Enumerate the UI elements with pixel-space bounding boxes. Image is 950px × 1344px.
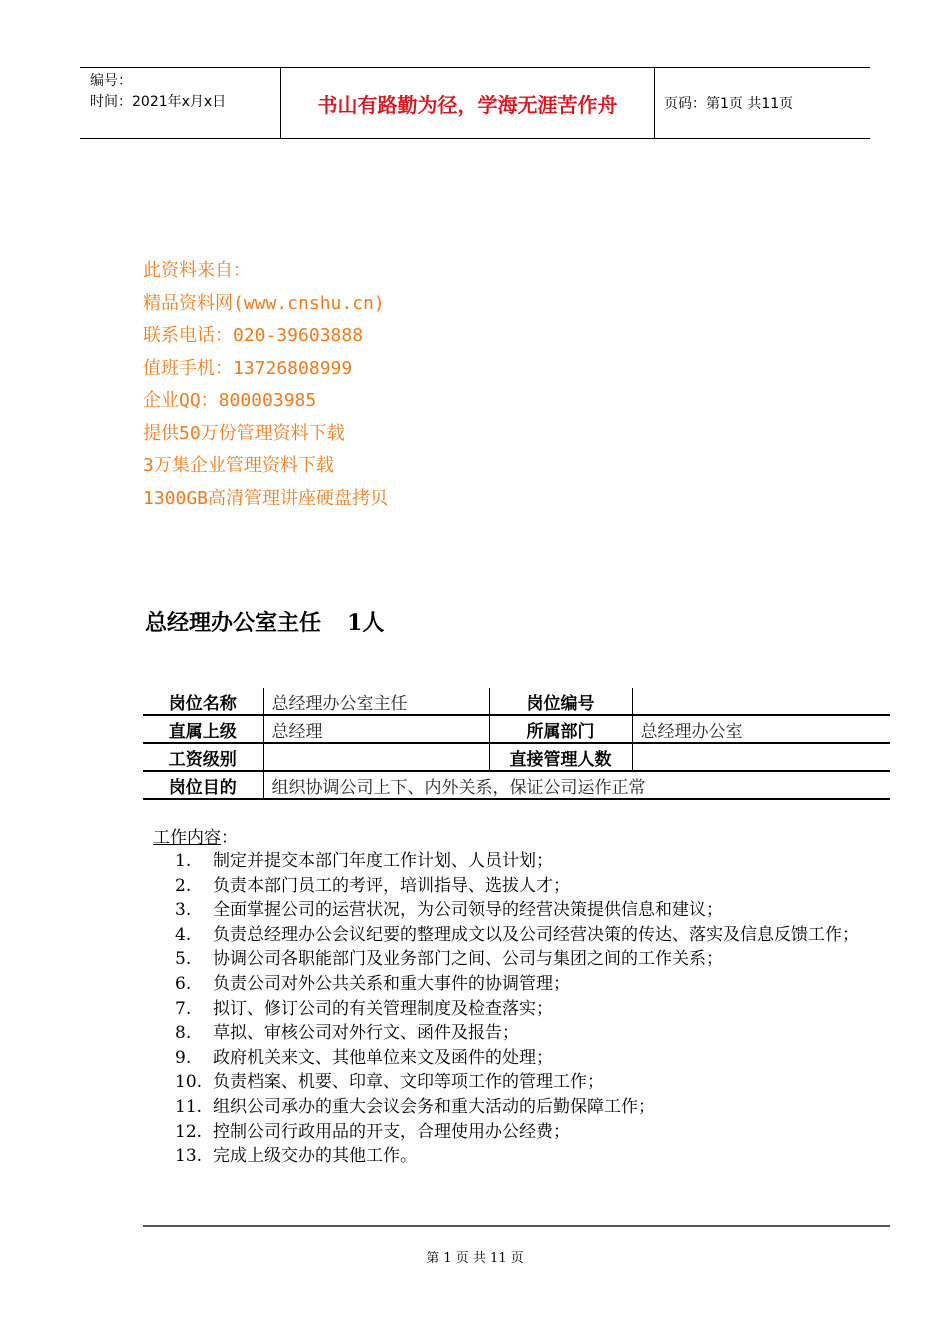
item-number: 2. [175, 875, 192, 896]
item-number: 8. [175, 1023, 192, 1044]
list-item [175, 1070, 890, 1095]
work-content-title: 工作内容 [153, 828, 221, 848]
table-label: 工资级别 [143, 743, 263, 771]
list-item [175, 997, 890, 1022]
footer-divider [143, 1225, 890, 1227]
list-item [175, 923, 890, 948]
item-text: 负责档案、机要、印章、文印等项工作的管理工作； [213, 1072, 604, 1093]
item-number: 5. [175, 949, 192, 970]
number-label: 编号： [90, 73, 132, 89]
table-value [632, 688, 890, 715]
table-label: 岗位编号 [489, 688, 632, 715]
job-info-table [143, 688, 890, 800]
header-page-info: 页码：第1页 共11页 [664, 96, 794, 112]
table-value: 总经理办公室主任 [263, 688, 489, 715]
list-item [175, 1095, 890, 1120]
table-row [143, 743, 890, 771]
table-label: 直接管理人数 [489, 743, 632, 771]
source-line: 1300GB高清管理讲座硬盘拷贝 [143, 487, 389, 509]
list-item [175, 1046, 890, 1071]
position-count: 1人 [347, 610, 385, 636]
table-value: 组织协调公司上下、内外关系，保证公司运作正常 [263, 771, 890, 799]
work-content-list [175, 849, 890, 1169]
item-number: 10. [175, 1072, 203, 1093]
source-line: 联系电话：020-39603888 [143, 325, 364, 346]
item-text: 组织公司承办的重大会议会务和重大活动的后勤保障工作； [213, 1096, 655, 1117]
list-item [175, 947, 890, 972]
table-row [143, 715, 890, 743]
table-value [263, 743, 489, 771]
table-value [632, 743, 890, 771]
header-divider [654, 68, 655, 138]
header-meta [80, 68, 280, 138]
item-text: 负责总经理办公会议纪要的整理成文以及公司经营决策的传达、落实及信息反馈工作； [213, 924, 859, 945]
footer-page-number: 第 1 页 共 11 页 [426, 1251, 524, 1266]
table-value: 总经理办公室 [632, 715, 890, 743]
list-item [175, 1021, 890, 1046]
time-label: 时间：2021年x月x日 [90, 94, 227, 110]
item-text: 制定并提交本部门年度工作计划、人员计划； [213, 851, 553, 871]
item-number: 7. [175, 998, 192, 1019]
source-line: 此资料来自： [143, 260, 251, 281]
item-text: 负责公司对外公共关系和重大事件的协调管理； [213, 973, 570, 994]
item-text: 草拟、审核公司对外行文、函件及报告； [213, 1023, 519, 1044]
work-content-heading [153, 823, 238, 848]
list-item [175, 874, 890, 899]
table-label: 直属上级 [143, 715, 263, 743]
item-number: 12. [175, 1121, 203, 1142]
table-label: 岗位目的 [143, 771, 263, 799]
item-text: 政府机关来文、其他单位来文及函件的处理； [213, 1047, 553, 1068]
list-item [175, 898, 890, 923]
header-motto: 书山有路勤为径，学海无涯苦作舟 [317, 92, 618, 117]
item-number: 9. [175, 1047, 192, 1068]
source-line: 精品资料网(www.cnshu.cn) [143, 292, 385, 314]
item-text: 控制公司行政用品的开支，合理使用办公经费； [213, 1121, 570, 1142]
item-number: 13. [175, 1146, 203, 1167]
work-content-colon: ： [221, 828, 238, 848]
item-number: 3. [175, 900, 192, 921]
document-header [80, 67, 870, 139]
source-line: 值班手机：13726808999 [143, 357, 353, 379]
item-text: 协调公司各职能部门及业务部门之间、公司与集团之间的工作关系； [213, 949, 723, 970]
table-row [143, 771, 890, 799]
position-title: 总经理办公室主任 [145, 610, 322, 636]
table-label: 岗位名称 [143, 688, 263, 715]
source-line: 3万集企业管理资料下载 [143, 455, 334, 476]
source-info [143, 255, 388, 515]
table-row [143, 688, 890, 715]
item-text: 拟订、修订公司的有关管理制度及检查落实； [213, 998, 553, 1019]
source-line: 企业QQ：800003985 [143, 390, 317, 411]
section-title [145, 606, 384, 637]
source-line: 提供50万份管理资料下载 [143, 422, 345, 444]
list-item [175, 1144, 890, 1169]
item-text: 完成上级交办的其他工作。 [213, 1146, 417, 1167]
item-number: 1. [175, 851, 192, 871]
item-text: 全面掌握公司的运营状况，为公司领导的经营决策提供信息和建议； [213, 900, 723, 921]
table-label: 所属部门 [489, 715, 632, 743]
item-number: 6. [175, 973, 192, 994]
item-number: 4. [175, 924, 192, 945]
list-item [175, 1120, 890, 1145]
table-value: 总经理 [263, 715, 489, 743]
item-text: 负责本部门员工的考评，培训指导、选拔人才； [213, 875, 570, 896]
list-item [175, 849, 890, 874]
item-number: 11. [175, 1096, 203, 1117]
list-item [175, 972, 890, 997]
